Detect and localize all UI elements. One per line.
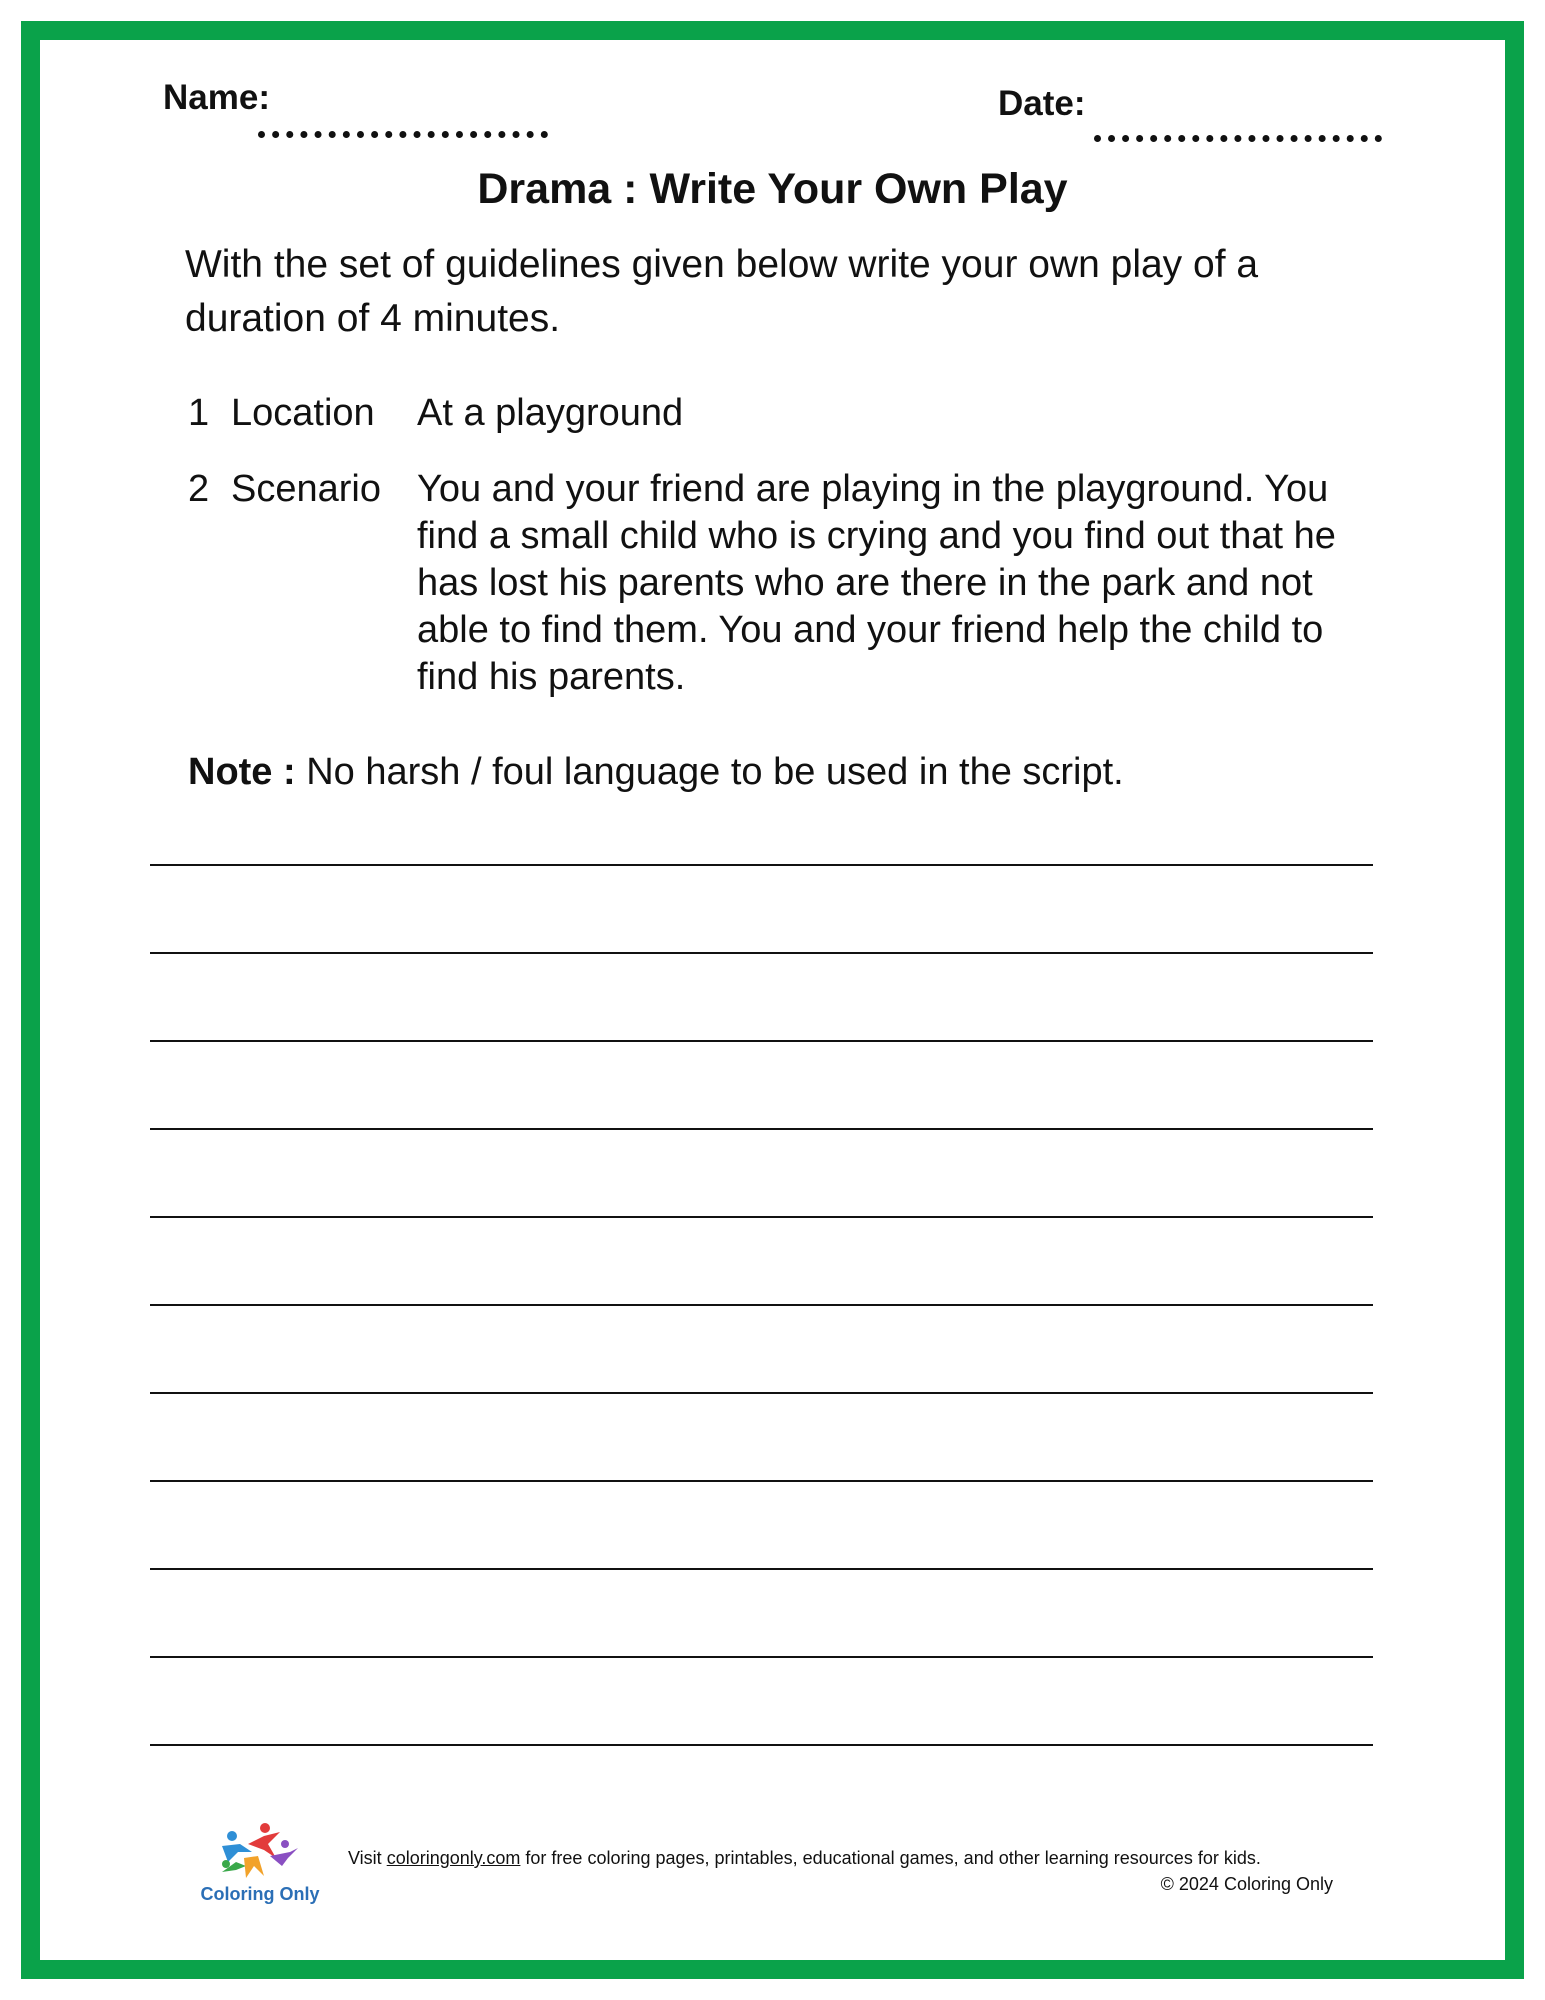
page-title: Drama : Write Your Own Play — [477, 165, 1068, 213]
writing-line[interactable] — [150, 1128, 1373, 1130]
date-field-line[interactable] — [1094, 135, 1382, 142]
note-label: Note : — [188, 751, 296, 793]
writing-line[interactable] — [150, 864, 1373, 866]
writing-line[interactable] — [150, 1744, 1373, 1746]
writing-line[interactable] — [150, 952, 1373, 954]
star-people-icon — [218, 1822, 302, 1884]
writing-line[interactable] — [150, 1568, 1373, 1570]
note — [188, 747, 1124, 797]
logo-text: Coloring Only — [200, 1884, 320, 1904]
footer-copyright: © 2024 Coloring Only — [1160, 1874, 1333, 1894]
guideline-key: Scenario — [231, 468, 381, 510]
writing-line[interactable] — [150, 1392, 1373, 1394]
instructions-text: With the set of guidelines given below write your own play of a duration of 4 minutes. — [185, 243, 1259, 340]
name-field-line[interactable] — [258, 131, 548, 138]
footer-visit-text — [348, 1848, 1261, 1869]
guideline-number: 2 — [188, 468, 210, 510]
footer-visit-prefix: Visit — [348, 1848, 387, 1868]
note-text: No harsh / foul language to be used in the script. — [295, 751, 1124, 793]
guideline-value: You and your friend are playing in the playground. You find a small child who is crying and you find out that he has lost his parents who are there in the park and not able to find them. You and your friend help the child to find his parents. — [417, 468, 1336, 698]
guideline-number: 1 — [188, 392, 210, 434]
footer-link[interactable]: coloringonly.com — [386, 1848, 521, 1868]
writing-line[interactable] — [150, 1656, 1373, 1658]
writing-line[interactable] — [150, 1040, 1373, 1042]
footer-visit-suffix: for free coloring pages, printables, educational games, and other learning resources for kids. — [520, 1848, 1261, 1868]
writing-line[interactable] — [150, 1304, 1373, 1306]
writing-line[interactable] — [150, 1480, 1373, 1482]
name-label: Name: — [163, 78, 270, 117]
guideline-value: At a playground — [417, 392, 684, 434]
date-label: Date: — [998, 84, 1086, 123]
writing-line[interactable] — [150, 1216, 1373, 1218]
coloring-only-logo — [190, 1822, 330, 1912]
guideline-key: Location — [231, 392, 375, 434]
